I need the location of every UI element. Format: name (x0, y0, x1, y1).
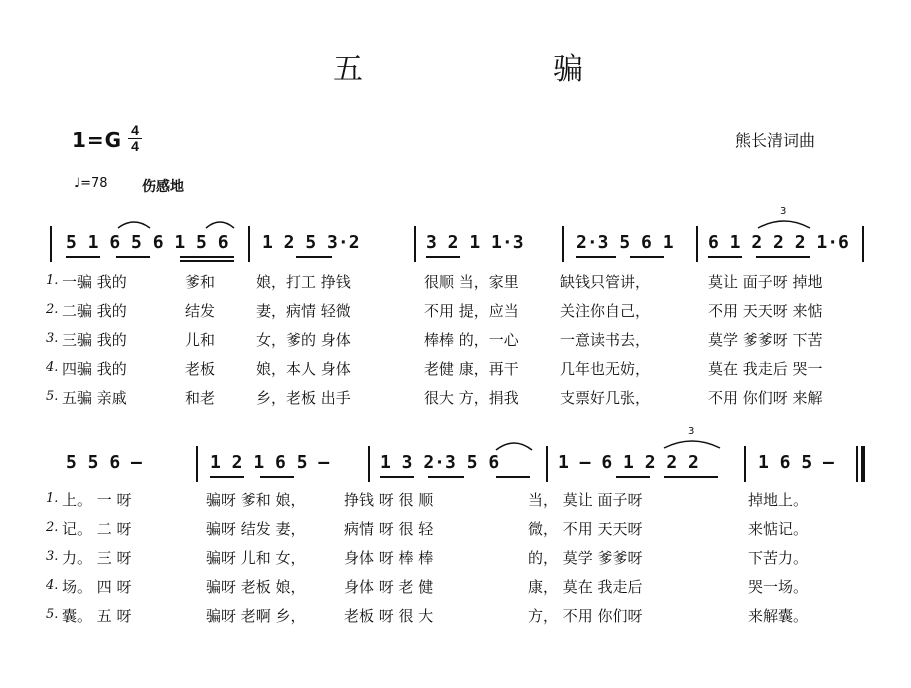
lyric-segment: 来惦记。 (748, 520, 809, 538)
lyric-segment: 不用 提，应当 (424, 302, 519, 320)
verse-number: 5. (46, 389, 59, 404)
verse-number: 2. (46, 520, 59, 535)
barline (196, 446, 198, 482)
lyric-segment: 身体 呀 老 健 (344, 578, 434, 596)
lyric-segment: 结发 (185, 302, 216, 320)
tempo-marking: ♩=78 (74, 176, 108, 191)
measure-1-4: 2·3 5 6 1 (576, 232, 674, 253)
lyric-segment: 关注你自己， (560, 302, 651, 320)
lyric-segment: 骗呀 爹和 娘， (206, 491, 306, 509)
lyric-segment: 儿和 (185, 331, 216, 349)
barline (862, 226, 864, 262)
key-signature: 1=G (72, 128, 123, 152)
lyric-segment: 很大 方，捐我 (424, 389, 519, 407)
lyric-segment: 哭一场。 (748, 578, 809, 596)
lyric-segment: 和老 (185, 389, 216, 407)
verse-number: 1. (46, 491, 59, 506)
lyric-segment: 莫在 我走后 哭一 (708, 360, 823, 378)
lyric-segment: 二骗 我的 (62, 302, 127, 320)
lyric-segment: 囊。 五 呀 (62, 607, 132, 625)
lyric-segment: 老板 呀 很 大 (344, 607, 434, 625)
lyric-segment: 挣钱 呀 很 顺 (344, 491, 434, 509)
barline (414, 226, 416, 262)
lyric-segment: 四骗 我的 (62, 360, 127, 378)
lyric-segment: 莫让 面子呀 掉地 (708, 273, 823, 291)
time-signature-bottom: 4 (131, 138, 139, 154)
lyric-segment: 方， 不用 你们呀 (528, 607, 643, 625)
author-credit: 熊长清词曲 (735, 131, 816, 150)
barline (368, 446, 370, 482)
measure-2-4: 1 – 6 1 2 2 2 (558, 452, 699, 473)
lyric-segment: 乡，老板 出手 (256, 389, 351, 407)
barline (248, 226, 250, 262)
barline (696, 226, 698, 262)
measure-2-2: 1 2 1 6 5 – (210, 452, 330, 473)
title-char-1: 五 (333, 52, 363, 87)
final-barline-thick (861, 446, 865, 482)
lyric-segment: 下苦力。 (748, 549, 809, 567)
lyric-segment: 微， 不用 天天呀 (528, 520, 643, 538)
measure-1-3: 3 2 1 1·3 (426, 232, 524, 253)
lyric-segment: 几年也无妨， (560, 360, 651, 378)
lyric-segment: 一骗 我的 (62, 273, 127, 291)
lyric-segment: 不用 你们呀 来解 (708, 389, 823, 407)
lyric-segment: 棒棒 的，一心 (424, 331, 519, 349)
lyric-segment: 场。 四 呀 (62, 578, 132, 596)
measure-1-1: 5 1 6 5 6 1 5 6 (66, 232, 229, 253)
lyric-segment: 骗呀 老啊 乡， (206, 607, 306, 625)
barline (562, 226, 564, 262)
verse-number: 3. (46, 331, 59, 346)
lyric-segment: 老健 康，再干 (424, 360, 519, 378)
lyric-segment: 娘，本人 身体 (256, 360, 351, 378)
lyric-segment: 三骗 我的 (62, 331, 127, 349)
lyric-segment: 娘，打工 挣钱 (256, 273, 351, 291)
triplet-number-2: 3 (688, 426, 695, 437)
time-signature-top: 4 (131, 122, 139, 138)
lyric-segment: 爹和 (185, 273, 216, 291)
verse-number: 4. (46, 578, 59, 593)
lyric-segment: 记。 二 呀 (62, 520, 132, 538)
lyric-segment: 莫学 爹爹呀 下苦 (708, 331, 823, 349)
barline (546, 446, 548, 482)
verse-number: 2. (46, 302, 59, 317)
verse-number: 3. (46, 549, 59, 564)
lyric-segment: 老板 (185, 360, 216, 378)
lyric-segment: 妻，病情 轻微 (256, 302, 351, 320)
lyric-segment: 缺钱只管讲， (560, 273, 651, 291)
lyric-segment: 上。 一 呀 (62, 491, 132, 509)
lyric-segment: 病情 呀 很 轻 (344, 520, 434, 538)
lyric-segment: 骗呀 结发 妻， (206, 520, 306, 538)
lyric-segment: 一意读书去， (560, 331, 651, 349)
lyric-segment: 力。 三 呀 (62, 549, 132, 567)
lyric-segment: 女，爹的 身体 (256, 331, 351, 349)
lyric-segment: 支票好几张， (560, 389, 651, 407)
lyric-segment: 康， 莫在 我走后 (528, 578, 643, 596)
lyric-segment: 很顺 当，家里 (424, 273, 519, 291)
lyric-segment: 的， 莫学 爹爹呀 (528, 549, 643, 567)
lyric-segment: 掉地上。 (748, 491, 809, 509)
lyric-segment: 当， 莫让 面子呀 (528, 491, 643, 509)
measure-2-1: 5 5 6 – (66, 452, 142, 473)
verse-number: 1. (46, 273, 59, 288)
final-barline-thin (856, 446, 858, 482)
lyric-segment: 骗呀 老板 娘， (206, 578, 306, 596)
lyric-segment: 身体 呀 棒 棒 (344, 549, 434, 567)
lyric-segment: 骗呀 儿和 女， (206, 549, 306, 567)
start-barline (50, 226, 52, 262)
slur-marks (110, 214, 240, 236)
expression-marking: 伤感地 (142, 179, 184, 195)
barline (744, 446, 746, 482)
lyric-segment: 五骗 亲戚 (62, 389, 127, 407)
slur-mark (490, 432, 540, 454)
verse-number: 4. (46, 360, 59, 375)
lyric-segment: 来解囊。 (748, 607, 809, 625)
measure-1-5: 6 1 2 2 2 1·6 (708, 232, 849, 253)
measure-2-3: 1 3 2·3 5 6 (380, 452, 500, 473)
title-char-2: 骗 (553, 52, 583, 87)
verse-number: 5. (46, 607, 59, 622)
measure-1-2: 1 2 5 3·2 (262, 232, 360, 253)
measure-2-5: 1 6 5 – (758, 452, 834, 473)
time-signature (128, 124, 142, 153)
lyric-segment: 不用 天天呀 来惦 (708, 302, 823, 320)
triplet-number: 3 (780, 206, 787, 217)
